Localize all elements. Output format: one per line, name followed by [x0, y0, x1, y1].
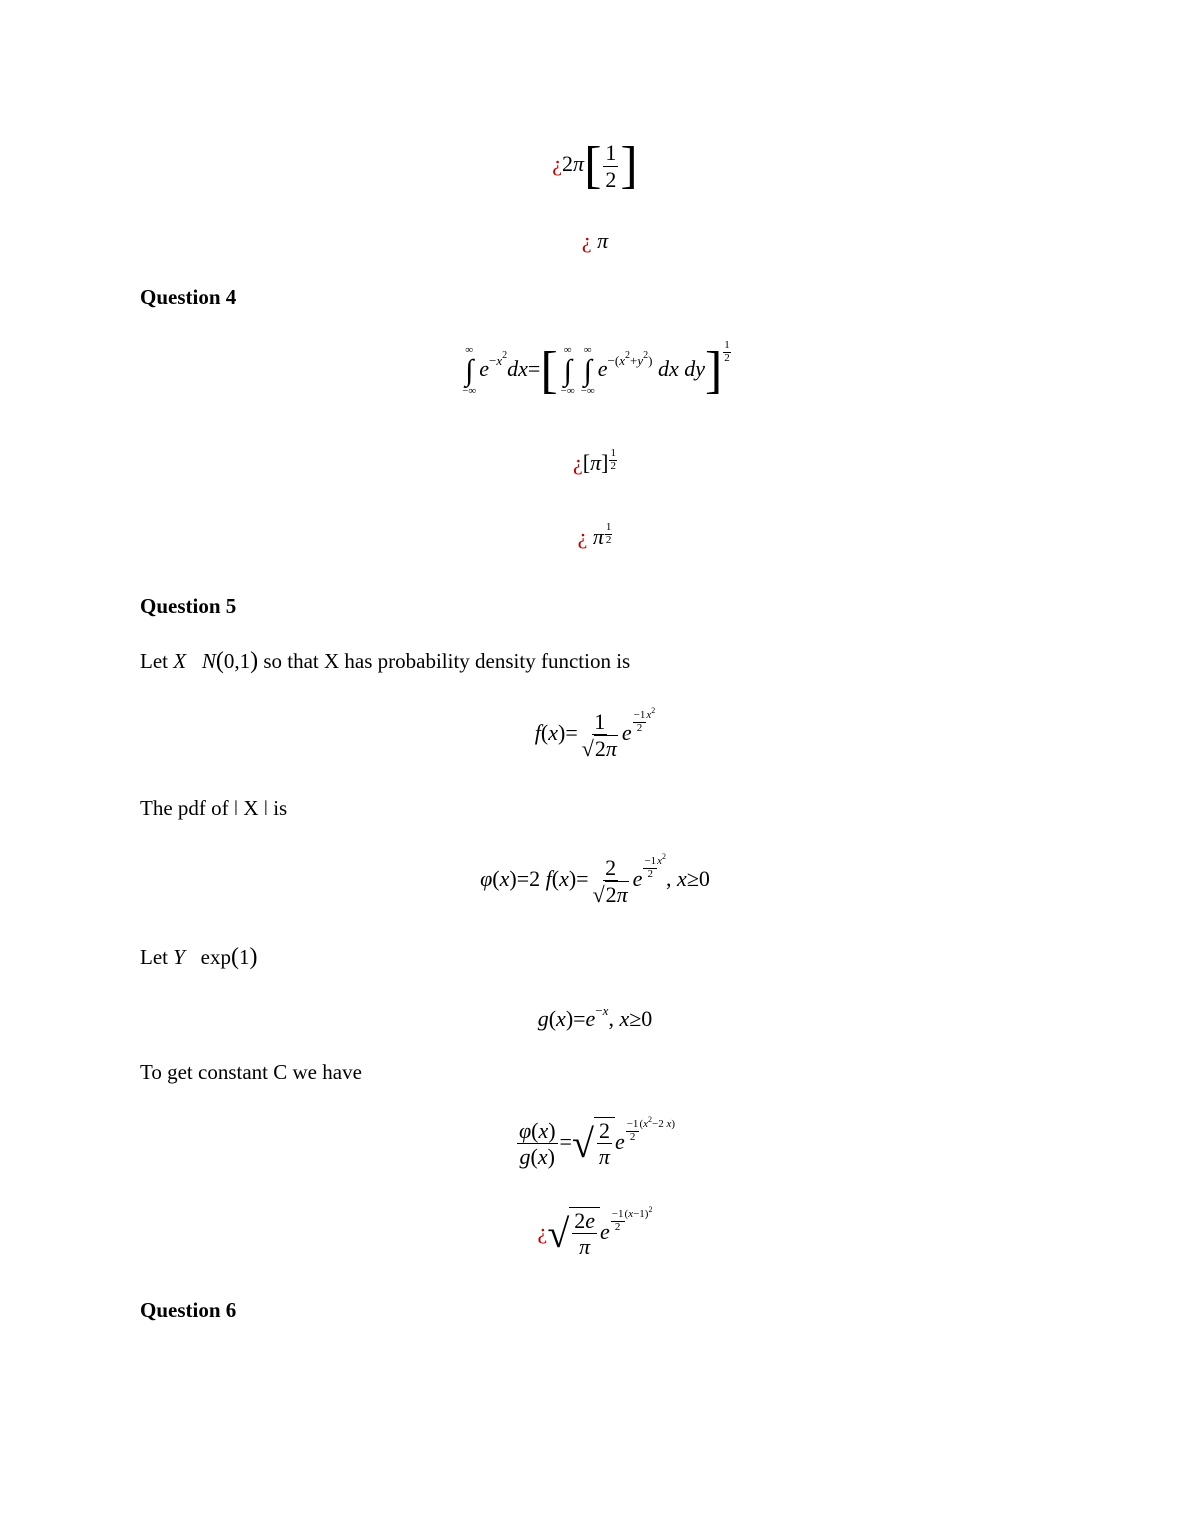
equation-ratio: $\frac{\varphi(x)}{g(x)}$ =√ $\frac{2}{\pi}$ e $\frac{-1}{2}$ $^{(x^2-2 x)}$ [518, 1115, 676, 1170]
question-4-heading: Question 4 [140, 285, 237, 309]
prefix-symbol: ¿ [581, 228, 592, 253]
prefix-symbol: ¿ [573, 450, 583, 475]
paragraph-let-y: Let Y exp(1) [140, 944, 258, 970]
prefix-symbol: ¿ [577, 524, 588, 549]
equation-gaussian-integral: ∞ ∫ −∞ $e^{-x^2}dx=$[ ∞ ∫ −∞ ∞ ∫ −∞ $e^{-(x^2+y^2)}$ dx dy] $\frac{1}{2}$ [462, 339, 730, 399]
equation-normal-pdf: f(x)= $\frac{1}{√2\pi}$ e $\frac{-1}{2}$ $^{x^2}$ [534, 706, 656, 761]
prefix-symbol: ¿ [537, 1219, 548, 1244]
question-6-heading: Question 6 [140, 1298, 237, 1322]
paragraph-pdf-of: The pdf of ǀ X ǀ is [140, 796, 288, 820]
prefix-symbol: ¿ [552, 151, 563, 177]
paragraph-get-constant: To get constant C we have [140, 1060, 362, 1084]
equation-pi-bracket-half: ¿[π] $\frac{1}{2}$ [573, 447, 616, 475]
equation-pi-half: ¿ π $\frac{1}{2}$ [577, 521, 612, 549]
equation-exponential-pdf: $g(x)=e^{-x}$, x≥0 [537, 1003, 653, 1031]
question-5-heading: Question 5 [140, 594, 237, 618]
equation-ratio-simplified: ¿√ $\frac{2e}{\pi}$ e $\frac{-1}{2}$ $^{(x-1)^2}$ [537, 1205, 653, 1260]
equation-pi: ¿ π [581, 228, 609, 253]
equation-half-normal-pdf: φ(x)=2 f(x)= $\frac{2}{√2\pi}$ e $\frac{-1}{2}$ $^{x^2}$, x≥0 [480, 852, 710, 907]
paragraph-let-x: Let X N(0,1) so that X has probability density function is [140, 648, 631, 674]
equation-2pi-half: ¿2π[ $\frac{1}{2}$ ] [552, 137, 638, 194]
